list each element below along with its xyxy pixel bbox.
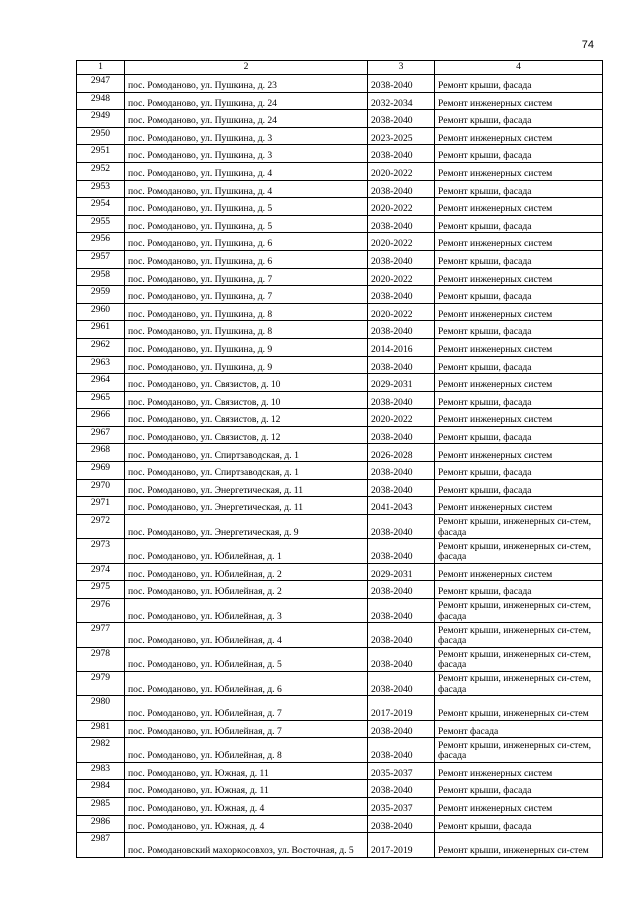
table-row xyxy=(77,75,603,93)
address-cell: пос. Ромоданово, ул. Пушкина, д. 23 xyxy=(125,75,368,93)
address-cell: пос. Ромоданово, ул. Пушкина, д. 3 xyxy=(125,145,368,163)
row-number-cell: 2963 xyxy=(77,356,125,374)
address-cell: пос. Ромодановский махоркосовхоз, ул. Восточная, д. 5 xyxy=(125,833,368,857)
table-row xyxy=(77,833,603,857)
address-cell: пос. Ромоданово, ул. Пушкина, д. 5 xyxy=(125,215,368,233)
period-cell: 2038-2040 xyxy=(368,250,435,268)
table-row xyxy=(77,797,603,815)
row-number-cell: 2962 xyxy=(77,338,125,356)
period-cell: 2023-2025 xyxy=(368,127,435,145)
row-number-cell: 2957 xyxy=(77,250,125,268)
table-row xyxy=(77,92,603,110)
work-type-cell: Ремонт инженерных систем xyxy=(435,162,603,180)
table-row xyxy=(77,581,603,599)
row-number-cell: 2955 xyxy=(77,215,125,233)
row-number-cell: 2973 xyxy=(77,539,125,563)
address-cell: пос. Ромоданово, ул. Юбилейная, д. 6 xyxy=(125,671,368,695)
work-type-cell: Ремонт крыши, инженерных си-стем xyxy=(435,696,603,720)
work-type-cell: Ремонт крыши, инженерных си-стем, фасада xyxy=(435,623,603,647)
table-row xyxy=(77,539,603,563)
work-type-cell: Ремонт крыши, инженерных си-стем, фасада xyxy=(435,738,603,762)
work-type-cell: Ремонт крыши, фасада xyxy=(435,180,603,198)
address-cell: пос. Ромоданово, ул. Пушкина, д. 4 xyxy=(125,162,368,180)
table-row xyxy=(77,497,603,515)
work-type-cell: Ремонт крыши, фасада xyxy=(435,75,603,93)
address-cell: пос. Ромоданово, ул. Пушкина, д. 24 xyxy=(125,110,368,128)
address-cell: пос. Ромоданово, ул. Пушкина, д. 8 xyxy=(125,303,368,321)
work-type-cell: Ремонт крыши, фасада xyxy=(435,110,603,128)
address-cell: пос. Ромоданово, ул. Пушкина, д. 6 xyxy=(125,250,368,268)
period-cell: 2017-2019 xyxy=(368,696,435,720)
work-type-cell: Ремонт крыши, инженерных си-стем, фасада xyxy=(435,671,603,695)
column-header-2: 2 xyxy=(125,61,368,75)
table-row xyxy=(77,462,603,480)
address-cell: пос. Ромоданово, ул. Связистов, д. 12 xyxy=(125,426,368,444)
period-cell: 2017-2019 xyxy=(368,833,435,857)
period-cell: 2032-2034 xyxy=(368,92,435,110)
table-row xyxy=(77,110,603,128)
table-row xyxy=(77,479,603,497)
work-type-cell: Ремонт инженерных систем xyxy=(435,268,603,286)
table-body xyxy=(77,75,603,858)
row-number-cell: 2981 xyxy=(77,720,125,738)
row-number-cell: 2977 xyxy=(77,623,125,647)
work-type-cell: Ремонт инженерных систем xyxy=(435,233,603,251)
address-cell: пос. Ромоданово, ул. Юбилейная, д. 1 xyxy=(125,539,368,563)
row-number-cell: 2978 xyxy=(77,647,125,671)
period-cell: 2038-2040 xyxy=(368,356,435,374)
table-row xyxy=(77,374,603,392)
work-type-cell: Ремонт крыши, фасада xyxy=(435,250,603,268)
row-number-cell: 2954 xyxy=(77,198,125,216)
table-row xyxy=(77,391,603,409)
work-type-cell: Ремонт крыши, фасада xyxy=(435,145,603,163)
row-number-cell: 2987 xyxy=(77,833,125,857)
row-number-cell: 2971 xyxy=(77,497,125,515)
row-number-cell: 2951 xyxy=(77,145,125,163)
table-row xyxy=(77,563,603,581)
period-cell: 2041-2043 xyxy=(368,497,435,515)
period-cell: 2038-2040 xyxy=(368,75,435,93)
address-cell: пос. Ромоданово, ул. Пушкина, д. 9 xyxy=(125,338,368,356)
period-cell: 2038-2040 xyxy=(368,321,435,339)
table-row xyxy=(77,268,603,286)
period-cell: 2035-2037 xyxy=(368,797,435,815)
table-row xyxy=(77,338,603,356)
period-cell: 2029-2031 xyxy=(368,374,435,392)
work-type-cell: Ремонт инженерных систем xyxy=(435,303,603,321)
address-cell: пос. Ромоданово, ул. Юбилейная, д. 8 xyxy=(125,738,368,762)
table-row xyxy=(77,780,603,798)
address-cell: пос. Ромоданово, ул. Юбилейная, д. 7 xyxy=(125,720,368,738)
row-number-cell: 2947 xyxy=(77,75,125,93)
work-type-cell: Ремонт инженерных систем xyxy=(435,374,603,392)
period-cell: 2038-2040 xyxy=(368,391,435,409)
work-type-cell: Ремонт инженерных систем xyxy=(435,338,603,356)
address-cell: пос. Ромоданово, ул. Пушкина, д. 8 xyxy=(125,321,368,339)
row-number-cell: 2969 xyxy=(77,462,125,480)
work-type-cell: Ремонт крыши, инженерных си-стем xyxy=(435,833,603,857)
work-type-cell: Ремонт крыши, фасада xyxy=(435,286,603,304)
address-cell: пос. Ромоданово, ул. Юбилейная, д. 2 xyxy=(125,581,368,599)
address-cell: пос. Ромоданово, ул. Южная, д. 11 xyxy=(125,780,368,798)
address-cell: пос. Ромоданово, ул. Пушкина, д. 9 xyxy=(125,356,368,374)
work-type-cell: Ремонт инженерных систем xyxy=(435,762,603,780)
address-cell: пос. Ромоданово, ул. Пушкина, д. 24 xyxy=(125,92,368,110)
row-number-cell: 2979 xyxy=(77,671,125,695)
table-row xyxy=(77,303,603,321)
address-cell: пос. Ромоданово, ул. Южная, д. 4 xyxy=(125,815,368,833)
row-number-cell: 2983 xyxy=(77,762,125,780)
table-row xyxy=(77,198,603,216)
row-number-cell: 2972 xyxy=(77,514,125,538)
address-cell: пос. Ромоданово, ул. Спиртзаводская, д. 1 xyxy=(125,462,368,480)
row-number-cell: 2953 xyxy=(77,180,125,198)
work-type-cell: Ремонт крыши, фасада xyxy=(435,581,603,599)
period-cell: 2038-2040 xyxy=(368,780,435,798)
table-row xyxy=(77,162,603,180)
row-number-cell: 2959 xyxy=(77,286,125,304)
address-cell: пос. Ромоданово, ул. Энергетическая, д. 11 xyxy=(125,497,368,515)
period-cell: 2038-2040 xyxy=(368,479,435,497)
period-cell: 2038-2040 xyxy=(368,426,435,444)
address-cell: пос. Ромоданово, ул. Южная, д. 11 xyxy=(125,762,368,780)
period-cell: 2038-2040 xyxy=(368,623,435,647)
work-type-cell: Ремонт крыши, инженерных си-стем, фасада xyxy=(435,539,603,563)
address-cell: пос. Ромоданово, ул. Связистов, д. 10 xyxy=(125,391,368,409)
column-header-3: 3 xyxy=(368,61,435,75)
period-cell: 2038-2040 xyxy=(368,815,435,833)
table-row xyxy=(77,738,603,762)
period-cell: 2038-2040 xyxy=(368,671,435,695)
address-cell: пос. Ромоданово, ул. Юбилейная, д. 5 xyxy=(125,647,368,671)
period-cell: 2020-2022 xyxy=(368,268,435,286)
row-number-cell: 2960 xyxy=(77,303,125,321)
address-cell: пос. Ромоданово, ул. Спиртзаводская, д. 1 xyxy=(125,444,368,462)
table-row xyxy=(77,598,603,622)
row-number-cell: 2976 xyxy=(77,598,125,622)
row-number-cell: 2975 xyxy=(77,581,125,599)
work-type-cell: Ремонт крыши, инженерных си-стем, фасада xyxy=(435,514,603,538)
row-number-cell: 2974 xyxy=(77,563,125,581)
table-row xyxy=(77,720,603,738)
work-type-cell: Ремонт инженерных систем xyxy=(435,409,603,427)
page-number: 74 xyxy=(581,39,594,51)
period-cell: 2038-2040 xyxy=(368,581,435,599)
address-cell: пос. Ромоданово, ул. Энергетическая, д. 9 xyxy=(125,514,368,538)
table-row xyxy=(77,409,603,427)
row-number-cell: 2986 xyxy=(77,815,125,833)
address-cell: пос. Ромоданово, ул. Пушкина, д. 7 xyxy=(125,268,368,286)
work-type-cell: Ремонт крыши, фасада xyxy=(435,780,603,798)
table-row xyxy=(77,356,603,374)
row-number-cell: 2952 xyxy=(77,162,125,180)
work-type-cell: Ремонт крыши, фасада xyxy=(435,391,603,409)
period-cell: 2020-2022 xyxy=(368,303,435,321)
address-cell: пос. Ромоданово, ул. Пушкина, д. 6 xyxy=(125,233,368,251)
row-number-cell: 2980 xyxy=(77,696,125,720)
period-cell: 2038-2040 xyxy=(368,145,435,163)
period-cell: 2038-2040 xyxy=(368,647,435,671)
address-cell: пос. Ромоданово, ул. Пушкина, д. 7 xyxy=(125,286,368,304)
address-cell: пос. Ромоданово, ул. Пушкина, д. 4 xyxy=(125,180,368,198)
period-cell: 2020-2022 xyxy=(368,162,435,180)
row-number-cell: 2964 xyxy=(77,374,125,392)
period-cell: 2038-2040 xyxy=(368,215,435,233)
table-row xyxy=(77,145,603,163)
work-type-cell: Ремонт крыши, фасада xyxy=(435,426,603,444)
period-cell: 2029-2031 xyxy=(368,563,435,581)
period-cell: 2020-2022 xyxy=(368,198,435,216)
row-number-cell: 2949 xyxy=(77,110,125,128)
row-number-cell: 2970 xyxy=(77,479,125,497)
work-type-cell: Ремонт крыши, фасада xyxy=(435,462,603,480)
period-cell: 2014-2016 xyxy=(368,338,435,356)
table-row xyxy=(77,127,603,145)
work-type-cell: Ремонт крыши, инженерных си-стем, фасада xyxy=(435,598,603,622)
work-type-cell: Ремонт крыши, инженерных си-стем, фасада xyxy=(435,647,603,671)
work-type-cell: Ремонт инженерных систем xyxy=(435,797,603,815)
work-type-cell: Ремонт крыши, фасада xyxy=(435,815,603,833)
table-row xyxy=(77,250,603,268)
row-number-cell: 2958 xyxy=(77,268,125,286)
address-cell: пос. Ромоданово, ул. Юбилейная, д. 2 xyxy=(125,563,368,581)
work-type-cell: Ремонт крыши, фасада xyxy=(435,356,603,374)
table-row xyxy=(77,696,603,720)
period-cell: 2038-2040 xyxy=(368,180,435,198)
repair-schedule-table xyxy=(76,60,603,858)
work-type-cell: Ремонт инженерных систем xyxy=(435,497,603,515)
table-header-row xyxy=(77,61,603,75)
period-cell: 2038-2040 xyxy=(368,539,435,563)
address-cell: пос. Ромоданово, ул. Пушкина, д. 5 xyxy=(125,198,368,216)
address-cell: пос. Ромоданово, ул. Пушкина, д. 3 xyxy=(125,127,368,145)
period-cell: 2020-2022 xyxy=(368,233,435,251)
table-row xyxy=(77,444,603,462)
work-type-cell: Ремонт инженерных систем xyxy=(435,444,603,462)
table-row xyxy=(77,671,603,695)
table-row xyxy=(77,514,603,538)
row-number-cell: 2985 xyxy=(77,797,125,815)
work-type-cell: Ремонт инженерных систем xyxy=(435,563,603,581)
work-type-cell: Ремонт инженерных систем xyxy=(435,127,603,145)
table-row xyxy=(77,623,603,647)
work-type-cell: Ремонт инженерных систем xyxy=(435,92,603,110)
period-cell: 2038-2040 xyxy=(368,720,435,738)
table-row xyxy=(77,215,603,233)
period-cell: 2035-2037 xyxy=(368,762,435,780)
table-row xyxy=(77,233,603,251)
address-cell: пос. Ромоданово, ул. Юбилейная, д. 7 xyxy=(125,696,368,720)
period-cell: 2020-2022 xyxy=(368,409,435,427)
period-cell: 2038-2040 xyxy=(368,514,435,538)
table-row xyxy=(77,180,603,198)
work-type-cell: Ремонт крыши, фасада xyxy=(435,215,603,233)
address-cell: пос. Ромоданово, ул. Связистов, д. 12 xyxy=(125,409,368,427)
row-number-cell: 2982 xyxy=(77,738,125,762)
period-cell: 2038-2040 xyxy=(368,598,435,622)
period-cell: 2038-2040 xyxy=(368,462,435,480)
table-row xyxy=(77,647,603,671)
period-cell: 2026-2028 xyxy=(368,444,435,462)
address-cell: пос. Ромоданово, ул. Южная, д. 4 xyxy=(125,797,368,815)
row-number-cell: 2965 xyxy=(77,391,125,409)
table-row xyxy=(77,762,603,780)
row-number-cell: 2950 xyxy=(77,127,125,145)
address-cell: пос. Ромоданово, ул. Юбилейная, д. 4 xyxy=(125,623,368,647)
period-cell: 2038-2040 xyxy=(368,738,435,762)
work-type-cell: Ремонт фасада xyxy=(435,720,603,738)
column-header-1: 1 xyxy=(77,61,125,75)
row-number-cell: 2967 xyxy=(77,426,125,444)
address-cell: пос. Ромоданово, ул. Энергетическая, д. 11 xyxy=(125,479,368,497)
table-row xyxy=(77,815,603,833)
table-row xyxy=(77,286,603,304)
period-cell: 2038-2040 xyxy=(368,110,435,128)
row-number-cell: 2968 xyxy=(77,444,125,462)
column-header-4: 4 xyxy=(435,61,603,75)
work-type-cell: Ремонт крыши, фасада xyxy=(435,321,603,339)
period-cell: 2038-2040 xyxy=(368,286,435,304)
table-row xyxy=(77,426,603,444)
table-row xyxy=(77,321,603,339)
row-number-cell: 2984 xyxy=(77,780,125,798)
row-number-cell: 2966 xyxy=(77,409,125,427)
row-number-cell: 2948 xyxy=(77,92,125,110)
work-type-cell: Ремонт крыши, фасада xyxy=(435,479,603,497)
work-type-cell: Ремонт инженерных систем xyxy=(435,198,603,216)
row-number-cell: 2961 xyxy=(77,321,125,339)
row-number-cell: 2956 xyxy=(77,233,125,251)
address-cell: пос. Ромоданово, ул. Юбилейная, д. 3 xyxy=(125,598,368,622)
address-cell: пос. Ромоданово, ул. Связистов, д. 10 xyxy=(125,374,368,392)
